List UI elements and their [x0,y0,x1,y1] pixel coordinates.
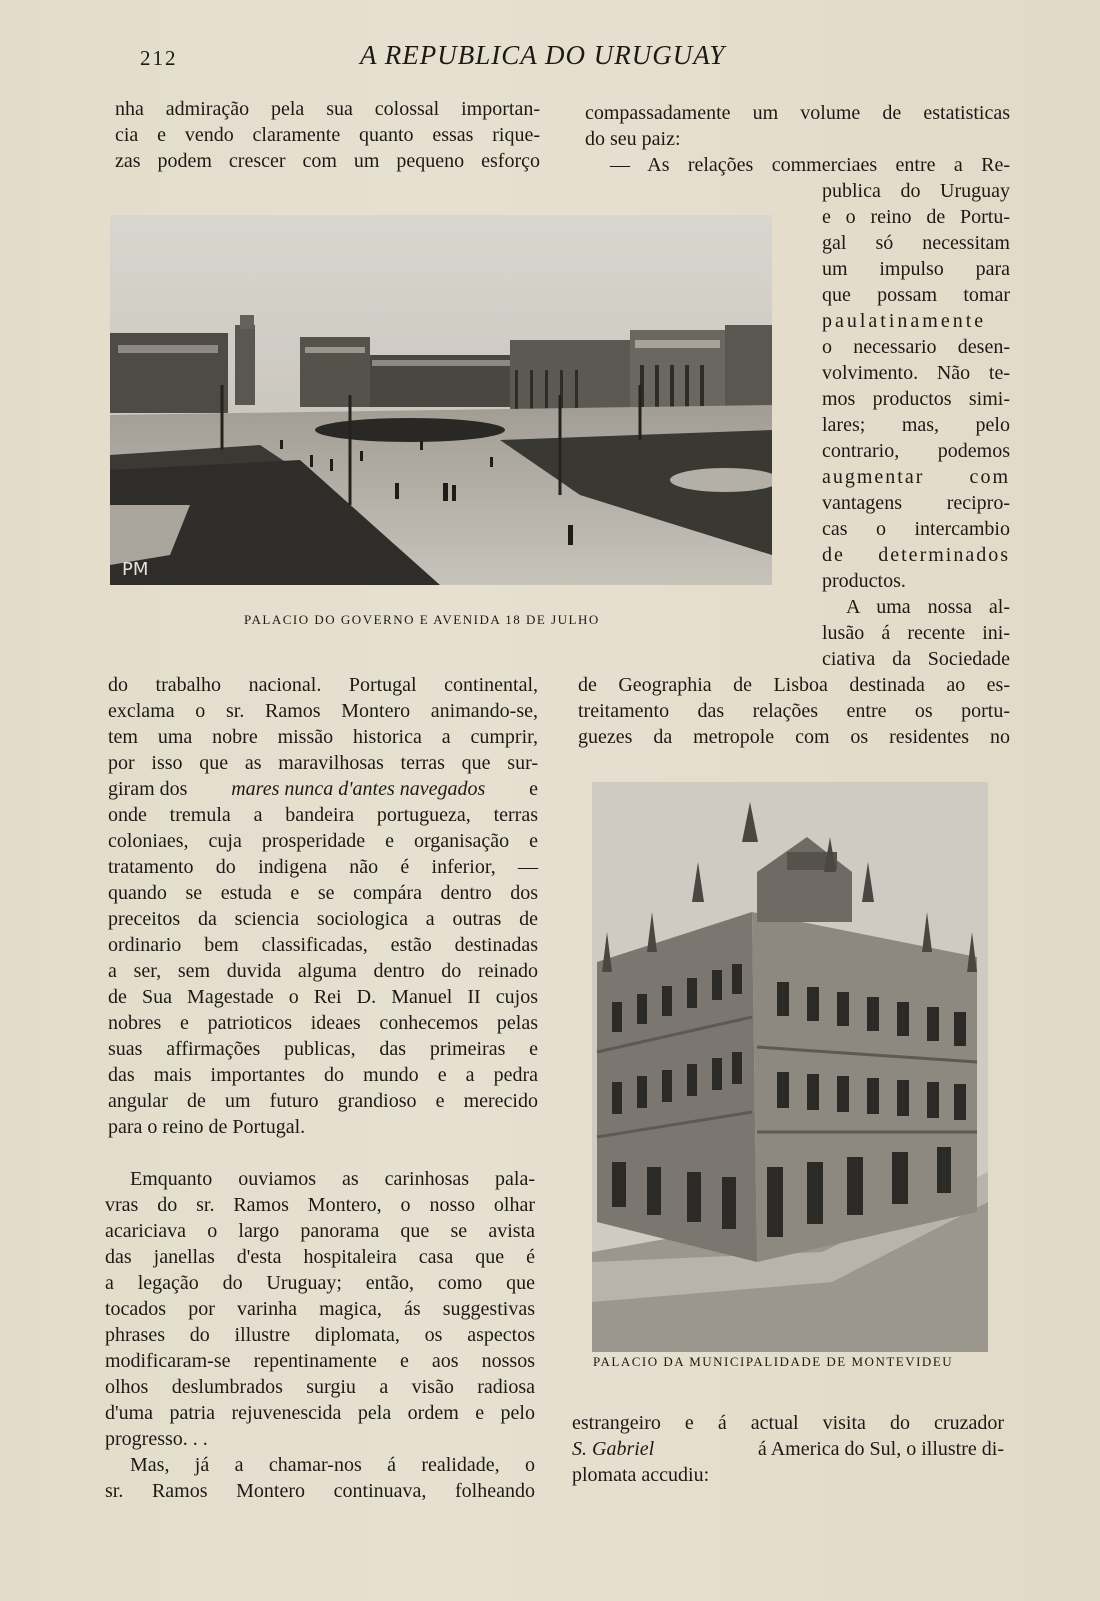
text-line: olhos deslumbrados surgiu a visão radiosa [105,1376,535,1398]
plaza-photo-image [110,215,772,585]
municipal-photo [592,782,988,1352]
text-line: a ser, sem duvida alguma dentro do reinado [108,960,538,982]
text-line: A uma nossa al- [846,596,1010,618]
text-line: mos productos simi- [822,388,1010,410]
text-line: e o reino de Portu- [822,206,1010,228]
text-line: que possam tomar [822,284,1010,306]
text-line: Emquanto ouviamos as carinhosas pala- [130,1168,535,1190]
text-line: por isso que as maravilhosas terras que sur- [108,752,538,774]
text-line: tem uma nobre missão historica a cumprir, [108,726,538,748]
text-line: quando se estuda e se compára dentro dos [108,882,538,904]
text-line-mixed [572,1436,1004,1462]
text-line: phrases do illustre diplomata, os aspectos [105,1324,535,1346]
text-line: estrangeiro e á actual visita do cruzador [572,1412,1004,1434]
text-line: um impulso para [822,258,1010,280]
text-line: vantagens recipro- [822,492,1010,514]
text-segment: giram dos [108,778,188,800]
text-segment-italic: mares nunca d'antes navegados [231,778,486,800]
text-segment: e [529,778,538,800]
text-line: publica do Uruguay [822,180,1010,202]
text-line: das mais importantes do mundo e a pedra [108,1064,538,1086]
text-line: productos. [822,570,906,592]
text-line: cas o intercambio [822,518,1010,540]
text-line: de Geographia de Lisboa destinada ao es- [578,674,1010,696]
page-number: 212 [140,46,178,70]
text-line: tocados por varinha magica, ás suggestivas [105,1298,535,1320]
text-line: onde tremula a bandeira portugueza, terras [108,804,538,826]
text-line: plomata accudiu: [572,1464,710,1486]
text-line: de determinados [822,544,1010,566]
photographer-mark: PM [122,559,149,580]
text-line: angular de um futuro grandioso e merecido [108,1090,538,1112]
text-line: ordinario bem classificadas, estão destinadas [108,934,538,956]
ship-name: S. Gabriel [572,1438,655,1460]
text-line: vras do sr. Ramos Montero, o nosso olhar [105,1194,535,1216]
text-line: progresso. . . [105,1428,208,1450]
text-line: lares; mas, pelo [822,414,1010,436]
text-line: nobres e patrioticos ideaes conhecemos pelas [108,1012,538,1034]
text-line: d'uma patria rejuvenescida pela ordem e pelo [105,1402,535,1424]
text-line: do trabalho nacional. Portugal continental, [108,674,538,696]
text-line: das janellas d'esta hospitaleira casa que é [105,1246,535,1268]
municipal-photo-caption: PALACIO DA MUNICIPALIDADE DE MONTEVIDEU [593,1354,954,1369]
running-title: A REPUBLICA DO URUGUAY [360,40,726,70]
text-line: Mas, já a chamar-nos á realidade, o [130,1454,535,1476]
text-line: augmentar com [822,466,1010,488]
text-line: o necessario desen- [822,336,1010,358]
text-line: compassadamente um volume de estatisticas [585,102,1010,124]
text-line: zas podem crescer com um pequeno esforço [115,150,540,172]
text-line: cia e vendo claramente quanto essas rique- [115,124,540,146]
text-line: treitamento das relações entre os portu- [578,700,1010,722]
text-line: preceitos da sciencia sociologica a outras de [108,908,538,930]
text-line: lusão á recente ini- [822,622,1010,644]
text-line: contrario, podemos [822,440,1010,462]
text-line: acariciava o largo panorama que se avista [105,1220,535,1242]
text-line: guezes da metropole com os residentes no [578,726,1010,748]
text-line: a legação do Uruguay; então, como que [105,1272,535,1294]
text-line: paulatinamente [822,310,987,332]
plaza-photo-caption: PALACIO DO GOVERNO E AVENIDA 18 DE JULHO [244,612,600,627]
text-line: coloniaes, cuja prosperidade e organisação e [108,830,538,852]
text-line: modificaram-se repentinamente e aos nossos [105,1350,535,1372]
text-line: sr. Ramos Montero continuava, folheando [105,1480,535,1502]
plaza-photo [110,215,772,585]
text-line: suas affirmações publicas, das primeiras e [108,1038,538,1060]
text-line: volvimento. Não te- [822,362,1010,384]
text-line: nha admiração pela sua colossal importan- [115,98,540,120]
text-segment: á America do Sul, o illustre di- [757,1438,1004,1460]
text-line: ciativa da Sociedade [822,648,1010,670]
text-line: tratamento do indigena não é inferior, — [108,856,538,878]
text-line: — As relações commerciaes entre a Re- [610,154,1010,176]
text-line: de Sua Magestade o Rei D. Manuel II cujos [108,986,538,1008]
text-line-mixed [108,776,538,802]
text-line: exclama o sr. Ramos Montero animando-se, [108,700,538,722]
text-line: para o reino de Portugal. [108,1116,306,1138]
text-line: gal só necessitam [822,232,1010,254]
municipal-photo-image [592,782,988,1352]
text-line: do seu paiz: [585,128,681,150]
